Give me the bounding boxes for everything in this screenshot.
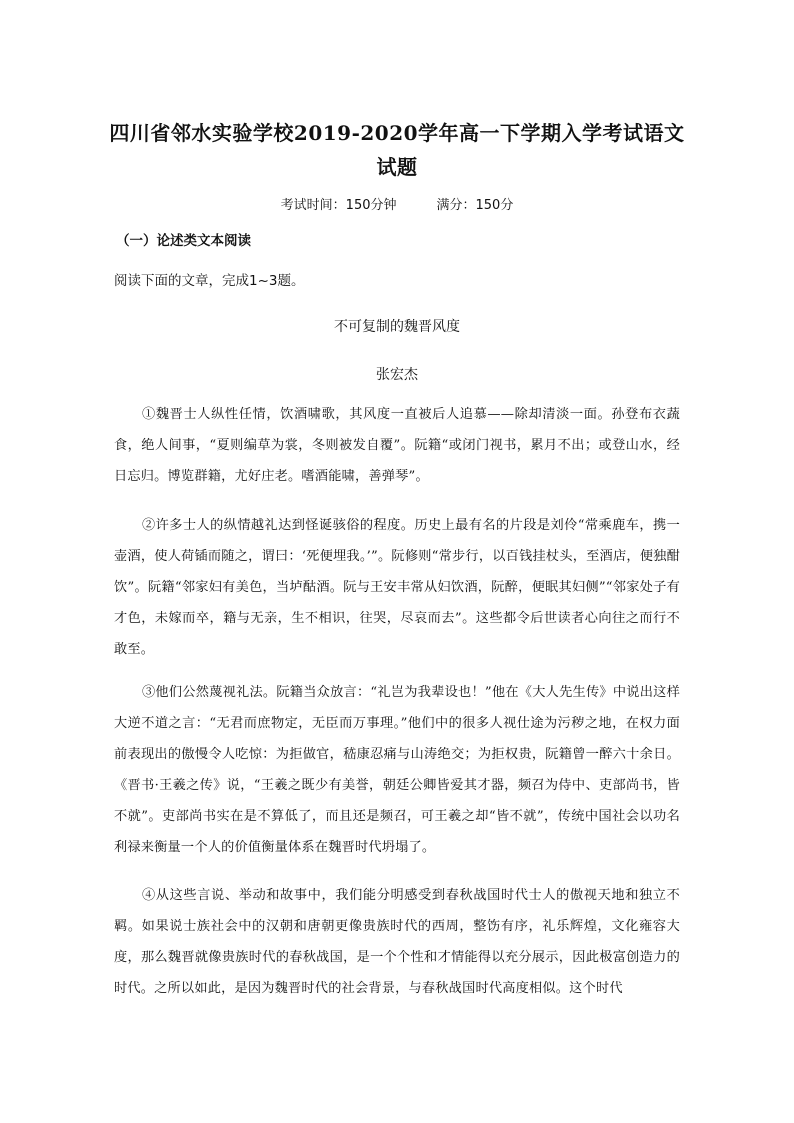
exam-time: 考试时间：150分钟 <box>280 198 397 213</box>
article-paragraph-1: ①魏晋士人纵性任情，饮酒啸歌，其风度一直被后人追慕——除却清淡一面。孙登布衣蔬食，绝人间事，“夏则编草为裳，冬则被发自覆”。阮籍“或闭门视书，累月不出；或登山水，经日忘归。博览群籍，尤好庄老。嗜酒能啸，善弹琴”。 <box>114 407 680 484</box>
article-author: 张宏杰 <box>376 367 418 383</box>
title-line-2: 试题 <box>376 155 418 179</box>
article-paragraph-3: ③他们公然蔑视礼法。阮籍当众放言：“礼岂为我辈设也！”他在《大人先生传》中说出这样大逆不道之言：“无君而庶物定，无臣而万事理。”他们中的很多人视仕途为污秽之地，在权力面前表现出的傲慢令人吃惊：为拒做官，嵇康忍痛与山涛绝交；为拒权贵，阮籍曾一醉六十余日。《晋书·王羲之传》说，“王羲之既少有美誉，朝廷公卿皆爱其才器，频召为侍中、吏部尚书，皆不就”。吏部尚书实在是不算低了，而且还是频召，可王羲之却“皆不就”，传统中国社会以功名利禄来衡量一个人的价值衡量体系在魏晋时代坍塌了。 <box>114 685 680 855</box>
reading-instruction: 阅读下面的文章，完成1~3题。 <box>114 273 305 289</box>
document-title <box>100 116 694 184</box>
article-paragraph-4: ④从这些言说、举动和故事中，我们能分明感受到春秋战国时代士人的傲视天地和独立不羁。如果说士族社会中的汉朝和唐朝更像贵族时代的西周，整饬有序，礼乐辉煌，文化雍容大度，那么魏晋就像贵族时代的春秋战国，是一个个性和才情能得以充分展示，因此极富创造力的时代。之所以如此，是因为魏晋时代的社会背景，与春秋战国时代高度相似。这个时代 <box>114 888 680 996</box>
article-paragraph-2: ②许多士人的纵情越礼达到怪诞骇俗的程度。历史上最有名的片段是刘伶“常乘鹿车，携一壶酒，使人荷锸而随之，谓曰：‘死便埋我。’”。阮修则“常步行，以百钱挂杖头，至酒店，便独酣饮”。阮籍“邻家妇有美色，当垆酤酒。阮与王安丰常从妇饮酒，阮醉，便眠其妇侧”“邻家处子有才色，未嫁而卒，籍与无亲，生不相识，往哭，尽哀而去”。这些都令后世读者心向往之而行不敢至。 <box>114 518 680 657</box>
title-line-1: 四川省邻水实验学校2019-2020学年高一下学期入学考试语文 <box>109 121 685 145</box>
section-heading: （一）论述类文本阅读 <box>116 233 251 249</box>
full-score: 满分：150分 <box>436 198 514 213</box>
exam-info <box>100 196 694 216</box>
article-title: 不可复制的魏晋风度 <box>334 319 460 335</box>
